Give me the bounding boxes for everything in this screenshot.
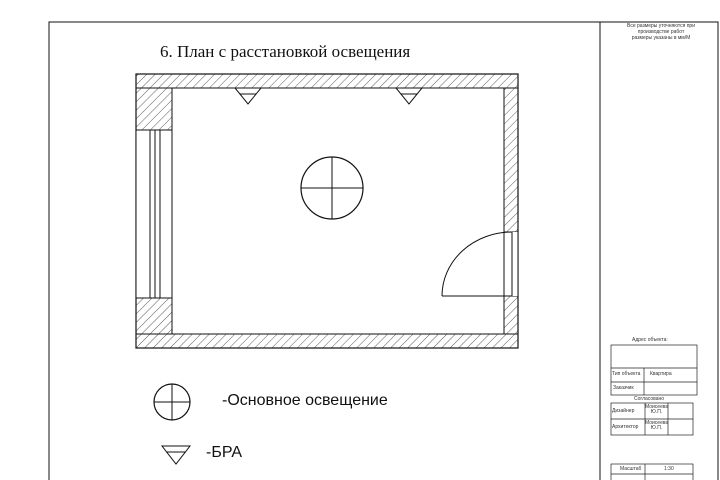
stamp-scale-value: 1:30 bbox=[664, 466, 674, 472]
ceiling-light-icon bbox=[301, 157, 363, 219]
door bbox=[442, 232, 518, 296]
stamp-note: Все размеры уточняются при производстве работ размеры указаны в мм/М bbox=[626, 23, 695, 41]
sconce-icon bbox=[396, 88, 422, 104]
stamp-scale-label: Масштаб bbox=[620, 466, 642, 472]
sconce-icon bbox=[235, 88, 261, 104]
stamp-architect-name: Моисеева Ю.П. bbox=[645, 420, 669, 431]
stamp-approved-label: Согласовано bbox=[634, 396, 665, 402]
stamp-designer-name: Моисеева Ю.П. bbox=[645, 404, 669, 415]
legend-main-light-icon bbox=[154, 384, 190, 420]
stamp-object-type-value: Квартира bbox=[650, 371, 672, 377]
legend-sconce-label: -БРА bbox=[206, 444, 243, 461]
stamp-architect-label: Архитектор bbox=[612, 424, 639, 430]
legend-sconce-icon bbox=[162, 446, 190, 464]
window bbox=[136, 130, 172, 298]
stamp-object-type-label: Тип объекта bbox=[612, 371, 641, 377]
legend-main-light-label: -Основное освещение bbox=[222, 392, 388, 409]
stamp-address-label: Адрес объекта: bbox=[632, 337, 668, 343]
stamp-client-label: Заказчик bbox=[613, 385, 634, 391]
stamp-designer-label: Дизайнер bbox=[612, 408, 635, 414]
room-walls bbox=[136, 74, 518, 348]
plan-title: 6. План с расстановкой освещения bbox=[160, 42, 411, 61]
